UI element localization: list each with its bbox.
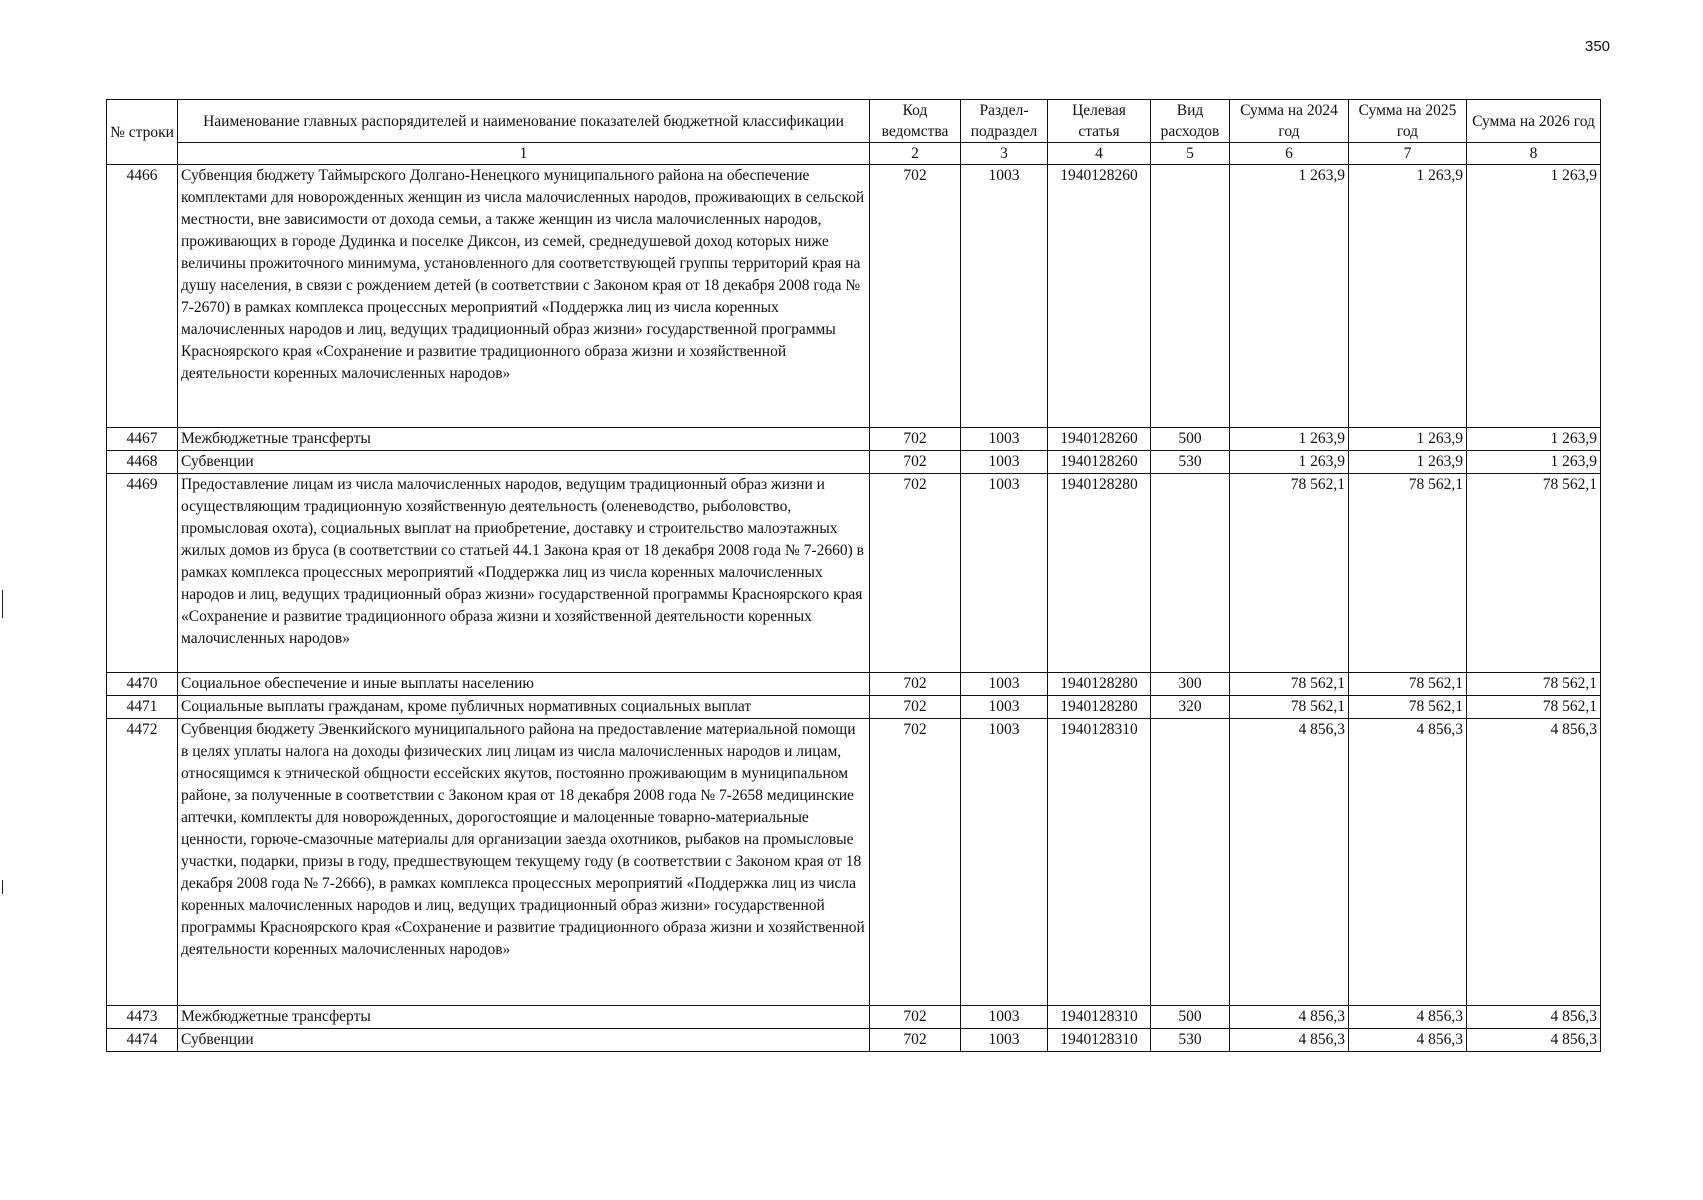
column-number: 1 bbox=[178, 143, 870, 165]
target-item: 1940128260 bbox=[1048, 165, 1151, 428]
target-item: 1940128260 bbox=[1048, 451, 1151, 474]
dept-code: 702 bbox=[870, 719, 961, 1006]
item-name: Социальное обеспечение и иные выплаты населению bbox=[178, 673, 870, 696]
item-name: Межбюджетные трансферты bbox=[178, 1006, 870, 1029]
item-name: Социальные выплаты гражданам, кроме публичных нормативных социальных выплат bbox=[178, 696, 870, 719]
sum-2024: 4 856,3 bbox=[1230, 1006, 1349, 1029]
row-number: 4470 bbox=[107, 673, 178, 696]
sum-2025: 4 856,3 bbox=[1349, 1006, 1467, 1029]
column-number: 8 bbox=[1467, 143, 1601, 165]
section-code: 1003 bbox=[961, 673, 1048, 696]
table-row bbox=[107, 673, 1601, 696]
expense-type bbox=[1151, 474, 1230, 673]
table-row bbox=[107, 451, 1601, 474]
header-name: Наименование главных распорядителей и наименование показателей бюджетной классификации bbox=[178, 100, 870, 143]
header-expense-type: Вид расходов bbox=[1151, 100, 1230, 143]
header-sum-2025: Сумма на 2025 год bbox=[1349, 100, 1467, 143]
sum-2025: 4 856,3 bbox=[1349, 1029, 1467, 1052]
expense-type: 500 bbox=[1151, 428, 1230, 451]
column-number: 4 bbox=[1048, 143, 1151, 165]
margin-mark bbox=[2, 590, 3, 618]
sum-2024: 1 263,9 bbox=[1230, 165, 1349, 428]
dept-code: 702 bbox=[870, 428, 961, 451]
row-number: 4468 bbox=[107, 451, 178, 474]
sum-2025: 1 263,9 bbox=[1349, 165, 1467, 428]
column-number: 5 bbox=[1151, 143, 1230, 165]
sum-2024: 78 562,1 bbox=[1230, 673, 1349, 696]
sum-2025: 1 263,9 bbox=[1349, 451, 1467, 474]
sum-2026: 4 856,3 bbox=[1467, 1006, 1601, 1029]
item-name: Субвенции bbox=[178, 451, 870, 474]
row-number: 4467 bbox=[107, 428, 178, 451]
header-row bbox=[107, 100, 1601, 143]
column-number: 3 bbox=[961, 143, 1048, 165]
section-code: 1003 bbox=[961, 474, 1048, 673]
expense-type: 530 bbox=[1151, 1029, 1230, 1052]
column-number: 6 bbox=[1230, 143, 1349, 165]
sum-2026: 1 263,9 bbox=[1467, 165, 1601, 428]
expense-type bbox=[1151, 719, 1230, 1006]
row-number: 4473 bbox=[107, 1006, 178, 1029]
column-number: 7 bbox=[1349, 143, 1467, 165]
header-sum-2024: Сумма на 2024 год bbox=[1230, 100, 1349, 143]
sum-2025: 78 562,1 bbox=[1349, 696, 1467, 719]
target-item: 1940128280 bbox=[1048, 474, 1151, 673]
header-section: Раздел-подраздел bbox=[961, 100, 1048, 143]
table-row bbox=[107, 165, 1601, 428]
sum-2025: 1 263,9 bbox=[1349, 428, 1467, 451]
page-number: 350 bbox=[1585, 38, 1611, 55]
item-name: Субвенция бюджету Таймырского Долгано-Ненецкого муниципального района на обеспечение комплектами для новорожденных женщин из числа малочисленных народов, проживающих в сельской местности, вне зависимости от дохода семьи, а также женщин из числа малочисленных народов, проживающих в городе Дудинка и поселке Диксон, из семей, среднедушевой доход которых ниже величины прожиточного минимума, установленного для соответствующей группы территорий края на душу населения, в связи с рождением детей (в соответствии с Законом края от 18 декабря 2008 года № 7-2670) в рамках комплекса процессных мероприятий «Поддержка лиц из числа коренных малочисленных народов и лиц, ведущих традиционный образ жизни» государственной программы Красноярского края «Сохранение и развитие традиционного образа жизни и хозяйственной деятельности коренных малочисленных народов» bbox=[178, 165, 870, 428]
sum-2024: 78 562,1 bbox=[1230, 474, 1349, 673]
table-row bbox=[107, 696, 1601, 719]
row-number: 4471 bbox=[107, 696, 178, 719]
table-row bbox=[107, 474, 1601, 673]
sum-2026: 78 562,1 bbox=[1467, 673, 1601, 696]
header-row-number: № строки bbox=[107, 100, 178, 165]
table-row bbox=[107, 719, 1601, 1006]
section-code: 1003 bbox=[961, 428, 1048, 451]
row-number: 4472 bbox=[107, 719, 178, 1006]
item-name: Межбюджетные трансферты bbox=[178, 428, 870, 451]
row-number: 4474 bbox=[107, 1029, 178, 1052]
dept-code: 702 bbox=[870, 1029, 961, 1052]
sum-2026: 1 263,9 bbox=[1467, 451, 1601, 474]
margin-mark bbox=[2, 880, 3, 894]
sum-2024: 4 856,3 bbox=[1230, 1029, 1349, 1052]
dept-code: 702 bbox=[870, 474, 961, 673]
sum-2025: 78 562,1 bbox=[1349, 673, 1467, 696]
dept-code: 702 bbox=[870, 1006, 961, 1029]
target-item: 1940128310 bbox=[1048, 719, 1151, 1006]
sum-2025: 4 856,3 bbox=[1349, 719, 1467, 1006]
budget-table bbox=[106, 99, 1601, 1052]
section-code: 1003 bbox=[961, 1029, 1048, 1052]
item-name: Субвенция бюджету Эвенкийского муниципального района на предоставление материальной помощи в целях уплаты налога на доходы физических лиц лицам из числа малочисленных народов и лицам, относящимся к этнической общности ессейских якутов, постоянно проживающим в муниципальном районе, за полученные в соответствии с Законом края от 18 декабря 2008 года № 7-2658 медицинские аптечки, комплекты для новорожденных, дорогостоящие и малоценные товарно-материальные ценности, горюче-смазочные материалы для организации заезда охотников, рыбаков на промысловые участки, подарки, призы в году, предшествующем текущему году (в соответствии с Законом края от 18 декабря 2008 года № 7-2666), в рамках комплекса процессных мероприятий «Поддержка лиц из числа коренных малочисленных народов и лиц, ведущих традиционный образ жизни» государственной программы Красноярского края «Сохранение и развитие традиционного образа жизни и хозяйственной деятельности коренных малочисленных народов» bbox=[178, 719, 870, 1006]
dept-code: 702 bbox=[870, 165, 961, 428]
column-number: 2 bbox=[870, 143, 961, 165]
sum-2026: 4 856,3 bbox=[1467, 719, 1601, 1006]
table-row bbox=[107, 428, 1601, 451]
target-item: 1940128280 bbox=[1048, 696, 1151, 719]
sum-2024: 1 263,9 bbox=[1230, 451, 1349, 474]
table-row bbox=[107, 1029, 1601, 1052]
expense-type: 300 bbox=[1151, 673, 1230, 696]
header-sum-2026: Сумма на 2026 год bbox=[1467, 100, 1601, 143]
dept-code: 702 bbox=[870, 451, 961, 474]
header-target-item: Целевая статья bbox=[1048, 100, 1151, 143]
sum-2024: 1 263,9 bbox=[1230, 428, 1349, 451]
section-code: 1003 bbox=[961, 165, 1048, 428]
item-name: Предоставление лицам из числа малочисленных народов, ведущим традиционный образ жизни и осуществляющим традиционную хозяйственную деятельность (оленеводство, рыболовство, промысловая охота), социальных выплат на приобретение, доставку и строительство малоэтажных жилых домов из бруса (в соответствии со статьей 44.1 Закона края от 18 декабря 2008 года № 7-2660) в рамках комплекса процессных мероприятий «Поддержка лиц из числа коренных малочисленных народов и лиц, ведущих традиционный образ жизни» государственной программы Красноярского края «Сохранение и развитие традиционного образа жизни и хозяйственной деятельности коренных малочисленных народов» bbox=[178, 474, 870, 673]
sum-2026: 4 856,3 bbox=[1467, 1029, 1601, 1052]
section-code: 1003 bbox=[961, 451, 1048, 474]
table-row bbox=[107, 1006, 1601, 1029]
target-item: 1940128310 bbox=[1048, 1029, 1151, 1052]
row-number: 4466 bbox=[107, 165, 178, 428]
dept-code: 702 bbox=[870, 673, 961, 696]
sum-2026: 78 562,1 bbox=[1467, 474, 1601, 673]
item-name: Субвенции bbox=[178, 1029, 870, 1052]
row-number: 4469 bbox=[107, 474, 178, 673]
expense-type: 500 bbox=[1151, 1006, 1230, 1029]
expense-type bbox=[1151, 165, 1230, 428]
section-code: 1003 bbox=[961, 1006, 1048, 1029]
header-number-row bbox=[107, 143, 1601, 165]
dept-code: 702 bbox=[870, 696, 961, 719]
expense-type: 530 bbox=[1151, 451, 1230, 474]
target-item: 1940128280 bbox=[1048, 673, 1151, 696]
sum-2024: 78 562,1 bbox=[1230, 696, 1349, 719]
sum-2026: 1 263,9 bbox=[1467, 428, 1601, 451]
sum-2026: 78 562,1 bbox=[1467, 696, 1601, 719]
header-dept-code: Код ведомства bbox=[870, 100, 961, 143]
sum-2024: 4 856,3 bbox=[1230, 719, 1349, 1006]
sum-2025: 78 562,1 bbox=[1349, 474, 1467, 673]
section-code: 1003 bbox=[961, 696, 1048, 719]
target-item: 1940128260 bbox=[1048, 428, 1151, 451]
expense-type: 320 bbox=[1151, 696, 1230, 719]
target-item: 1940128310 bbox=[1048, 1006, 1151, 1029]
section-code: 1003 bbox=[961, 719, 1048, 1006]
